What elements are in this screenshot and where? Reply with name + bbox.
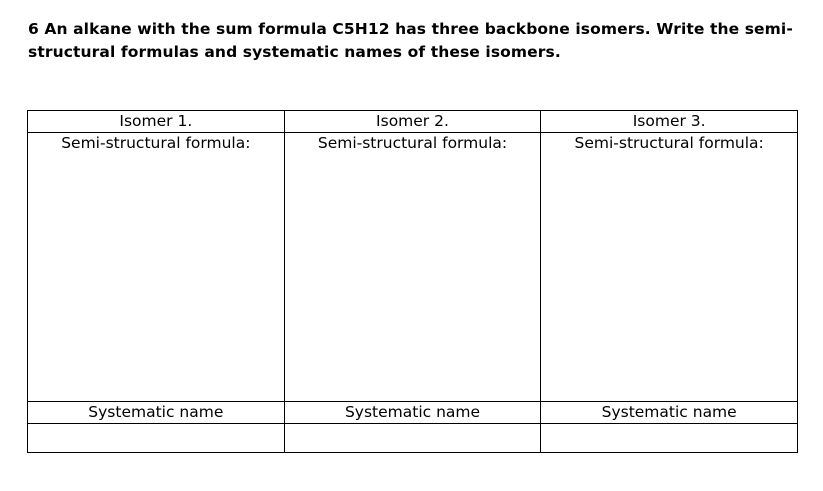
isomer-1-name-label: Systematic name bbox=[28, 402, 285, 424]
isomer-answer-table bbox=[27, 110, 798, 453]
isomer-2-header: Isomer 2. bbox=[284, 111, 541, 133]
isomer-1-formula-label: Semi-structural formula: bbox=[61, 134, 251, 152]
formula-row bbox=[28, 133, 798, 402]
isomer-3-formula-cell[interactable] bbox=[541, 133, 798, 402]
isomer-2-name-label: Systematic name bbox=[284, 402, 541, 424]
isomer-3-formula-label: Semi-structural formula: bbox=[574, 134, 764, 152]
question-text: 6 An alkane with the sum formula C5H12 has three backbone isomers. Write the semi-structural formulas and systematic names of these isomers. bbox=[28, 20, 793, 61]
isomer-3-header: Isomer 3. bbox=[541, 111, 798, 133]
isomer-3-name-answer-cell[interactable] bbox=[541, 424, 798, 453]
isomer-header-row bbox=[28, 111, 798, 133]
isomer-2-formula-cell[interactable] bbox=[284, 133, 541, 402]
isomer-3-name-label: Systematic name bbox=[541, 402, 798, 424]
isomer-2-name-answer-cell[interactable] bbox=[284, 424, 541, 453]
isomer-1-formula-cell[interactable] bbox=[28, 133, 285, 402]
isomer-1-header: Isomer 1. bbox=[28, 111, 285, 133]
isomer-1-name-answer-cell[interactable] bbox=[28, 424, 285, 453]
systematic-name-answer-row bbox=[28, 424, 798, 453]
isomer-2-formula-label: Semi-structural formula: bbox=[317, 134, 508, 152]
systematic-name-label-row bbox=[28, 402, 798, 424]
